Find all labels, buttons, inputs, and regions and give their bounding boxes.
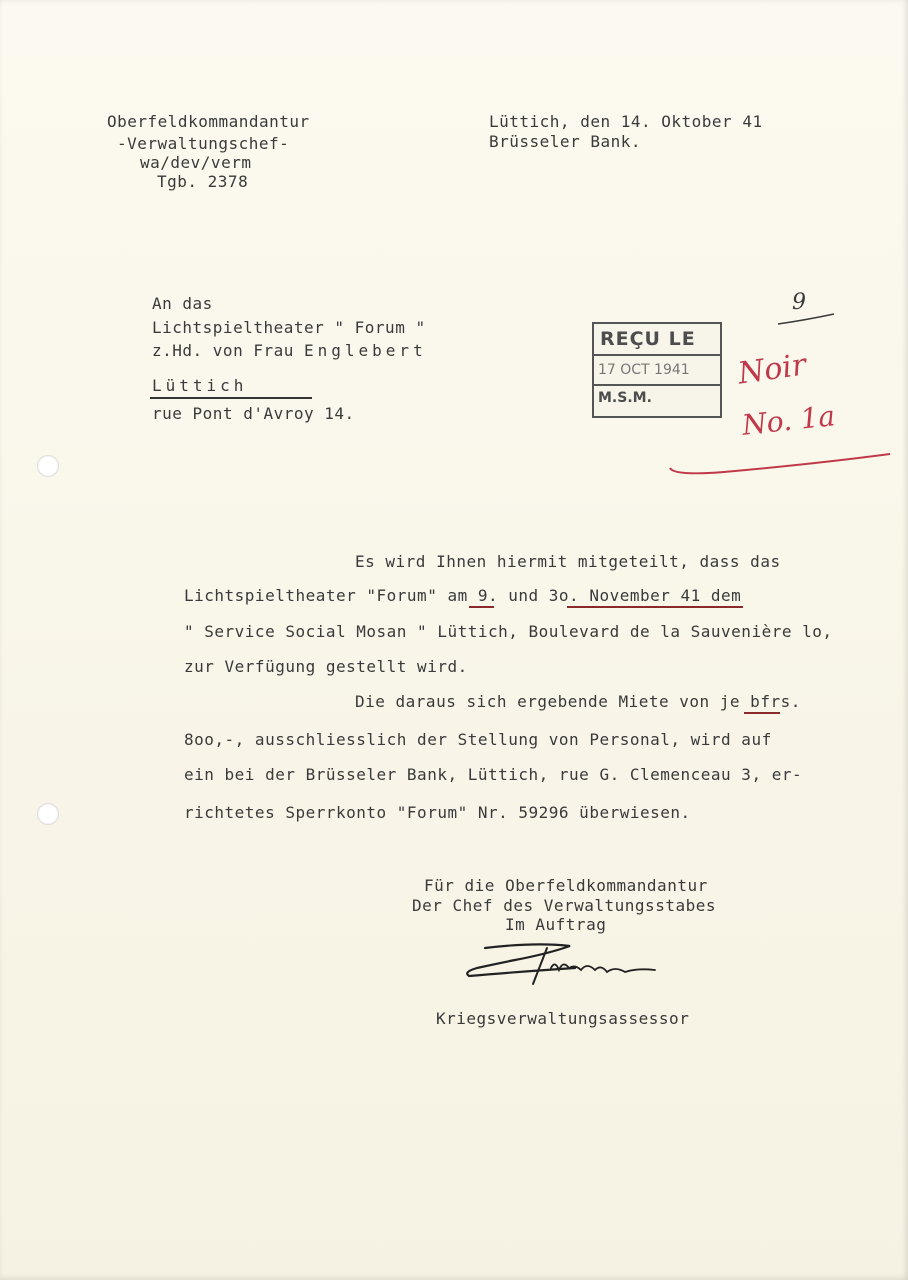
attention-name: Englebert — [304, 341, 427, 360]
signatory-title: Kriegsverwaltungsassessor — [436, 1009, 690, 1028]
underline-date-9 — [469, 606, 494, 608]
punch-hole-bottom — [37, 803, 59, 825]
body-line-7: ein bei der Brüsseler Bank, Lüttich, rue G. Clemenceau 3, er- — [184, 765, 803, 784]
body-line-8: richtetes Sperrkonto "Forum" Nr. 59296 überwiesen. — [184, 803, 691, 822]
sender-reference: wa/dev/verm — [140, 153, 252, 172]
sender-department: -Verwaltungschef- — [117, 134, 290, 153]
stamp-initials: M.S.M. — [598, 390, 652, 406]
place-date: Lüttich, den 14. Oktober 41 — [489, 112, 763, 131]
received-stamp — [592, 322, 722, 418]
handwritten-signature — [455, 938, 665, 988]
signature-line-2: Der Chef des Verwaltungsstabes — [412, 896, 716, 915]
signature-line-1: Für die Oberfeldkommandantur — [424, 876, 708, 895]
body-line-5: Die daraus sich ergebende Miete von je bfrs. — [355, 692, 801, 711]
recipient-salutation: An das — [152, 294, 213, 313]
stamp-date: 17 OCT 1941 — [598, 362, 690, 378]
sender-office: Oberfeldkommandantur — [107, 112, 310, 131]
recipient-attention — [152, 341, 427, 361]
attention-prefix: z.Hd. von Frau — [152, 341, 294, 360]
stamp-divider-bottom — [594, 384, 720, 386]
red-underline-stroke — [664, 448, 896, 478]
body-line-2: Lichtspieltheater "Forum" am 9. und 3o. November 41 dem — [184, 586, 742, 605]
stamp-divider-top — [594, 354, 720, 356]
body-line-1: Es wird Ihnen hiermit mitgeteilt, dass das — [355, 552, 781, 571]
punch-hole-top — [37, 455, 59, 477]
city-underline — [150, 397, 312, 399]
stamp-received-label: REÇU LE — [600, 328, 696, 350]
recipient-cinema: Lichtspieltheater " Forum " — [152, 318, 426, 337]
recipient-city: Lüttich — [152, 376, 248, 395]
body-line-3: " Service Social Mosan " Lüttich, Boulevard de la Sauvenière lo, — [184, 622, 833, 641]
pencil-number: 9 — [792, 290, 806, 315]
underline-date-30 — [567, 606, 743, 608]
bank-reference: Brüsseler Bank. — [489, 132, 641, 151]
red-annotation-word: Noir — [735, 347, 809, 392]
pencil-underline — [776, 312, 838, 328]
body-line-6: 8oo,-, ausschliesslich der Stellung von Personal, wird auf — [184, 730, 772, 749]
body-line-4: zur Verfügung gestellt wird. — [184, 657, 468, 676]
recipient-street: rue Pont d'Avroy 14. — [152, 404, 355, 423]
red-annotation-number: No. 1a — [740, 399, 837, 442]
signature-line-3: Im Auftrag — [505, 915, 607, 934]
diary-number: Tgb. 2378 — [157, 172, 249, 191]
underline-je — [744, 712, 780, 714]
